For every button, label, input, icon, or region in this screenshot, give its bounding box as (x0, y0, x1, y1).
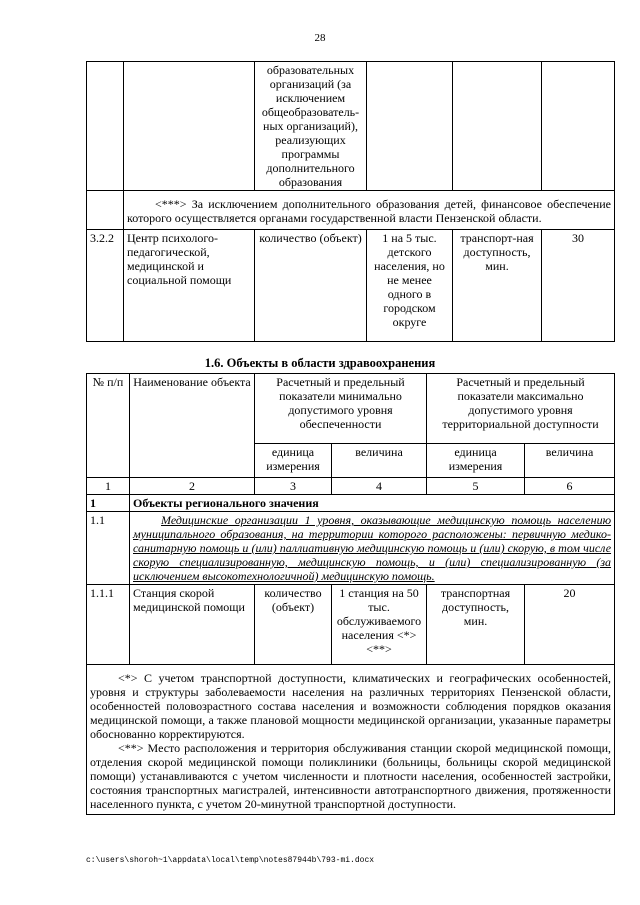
header-name: Наименование объекта (130, 374, 255, 478)
header-unit: единица измерения (255, 444, 332, 478)
file-path: c:\users\shoroh~1\appdata\local\temp\notes87944b\793-mi.docx (86, 856, 375, 865)
col-number: 5 (427, 478, 525, 495)
table-cell: 30 (542, 230, 615, 342)
table-row (87, 191, 615, 230)
section-title: 1.6. Объекты в области здравоохранения (204, 356, 436, 370)
col-number: 4 (332, 478, 427, 495)
table-cell: транспортная доступность, мин. (427, 585, 525, 665)
table-header-row (87, 374, 615, 444)
column-number-row (87, 478, 615, 495)
notes-cell (87, 665, 615, 815)
footnote: <*> С учетом транспортной доступности, климатических и географических особенностей, уровня и структуры заболеваемости населения на различных территориях Пензенской области, особенностей половозрастного состава населения и возможности соблюдения порядков оказания медицинской помощи, а также плановой мощности медицинской организации, указанные параметры обоснованно корректируются. (90, 671, 612, 741)
col-number: 3 (255, 478, 332, 495)
header-max: Расчетный и предельный показатели максимально допустимого уровня территориальной доступности (427, 374, 615, 444)
table-cell: образовательных организаций (за исключением общеобразователь-ных организаций), реализующих программы дополнительного образования (255, 62, 367, 191)
table-cell: Объекты регионального значения (130, 495, 615, 512)
header-unit: единица измерения (427, 444, 525, 478)
col-number: 2 (130, 478, 255, 495)
table-cell: 1 (87, 495, 130, 512)
table-cell: 1 на 5 тыс. детского населения, но не менее одного в городском округе (367, 230, 453, 342)
table-cell: количество (объект) (255, 585, 332, 665)
table-row (87, 585, 615, 665)
col-number: 1 (87, 478, 130, 495)
notes-row (87, 665, 615, 815)
table-cell: 20 (525, 585, 615, 665)
table-row (87, 230, 615, 342)
header-num: № п/п (87, 374, 130, 478)
table-cell: 1.1.1 (87, 585, 130, 665)
table-cell: 3.2.2 (87, 230, 124, 342)
header-value: величина (332, 444, 427, 478)
group-row (87, 495, 615, 512)
table-cell: количество (объект) (255, 230, 367, 342)
top-table (86, 61, 615, 342)
table-row (87, 62, 615, 191)
table-cell: Станция скорой медицинской помощи (130, 585, 255, 665)
col-number: 6 (525, 478, 615, 495)
health-table (86, 373, 615, 815)
header-value: величина (525, 444, 615, 478)
table-cell: 1.1 (87, 512, 130, 585)
table-cell: транспорт-ная доступность, мин. (453, 230, 542, 342)
table-row (87, 512, 615, 585)
footnote: <***> За исключением дополнительного образования детей, финансовое обеспечение которого осуществляется органами государственной власти Пензенской области. (124, 191, 615, 230)
table-cell: Центр психолого-педагогической, медицинской и социальной помощи (124, 230, 255, 342)
page-number: 28 (314, 32, 326, 44)
table-cell: Медицинские организации 1 уровня, оказывающие медицинскую помощь населению муниципального образования, на территории которого расположены: первичную медико-санитарную помощь и (или) паллиативную медицинскую помощь и (или) скорую, в том числе скорую специализированную, медицинскую помощь, и (или) специализированную (за исключением высокотехнологичной) медицинскую помощь. (130, 512, 615, 585)
table-cell: 1 станция на 50 тыс. обслуживаемого населения <*> <**> (332, 585, 427, 665)
header-min: Расчетный и предельный показатели минимально допустимого уровня обеспеченности (255, 374, 427, 444)
footnote: <**> Место расположения и территория обслуживания станции скорой медицинской помощи, отделения скорой медицинской помощи поликлиники (больницы, больницы скорой медицинской помощи) устанавливаются с учетом численности и плотности населения, особенностей застройки, состояния транспортных магистралей, интенсивности автотранспортного движения, протяженности населенного пункта, с учетом 20-минутной транспортной доступности. (90, 741, 612, 811)
